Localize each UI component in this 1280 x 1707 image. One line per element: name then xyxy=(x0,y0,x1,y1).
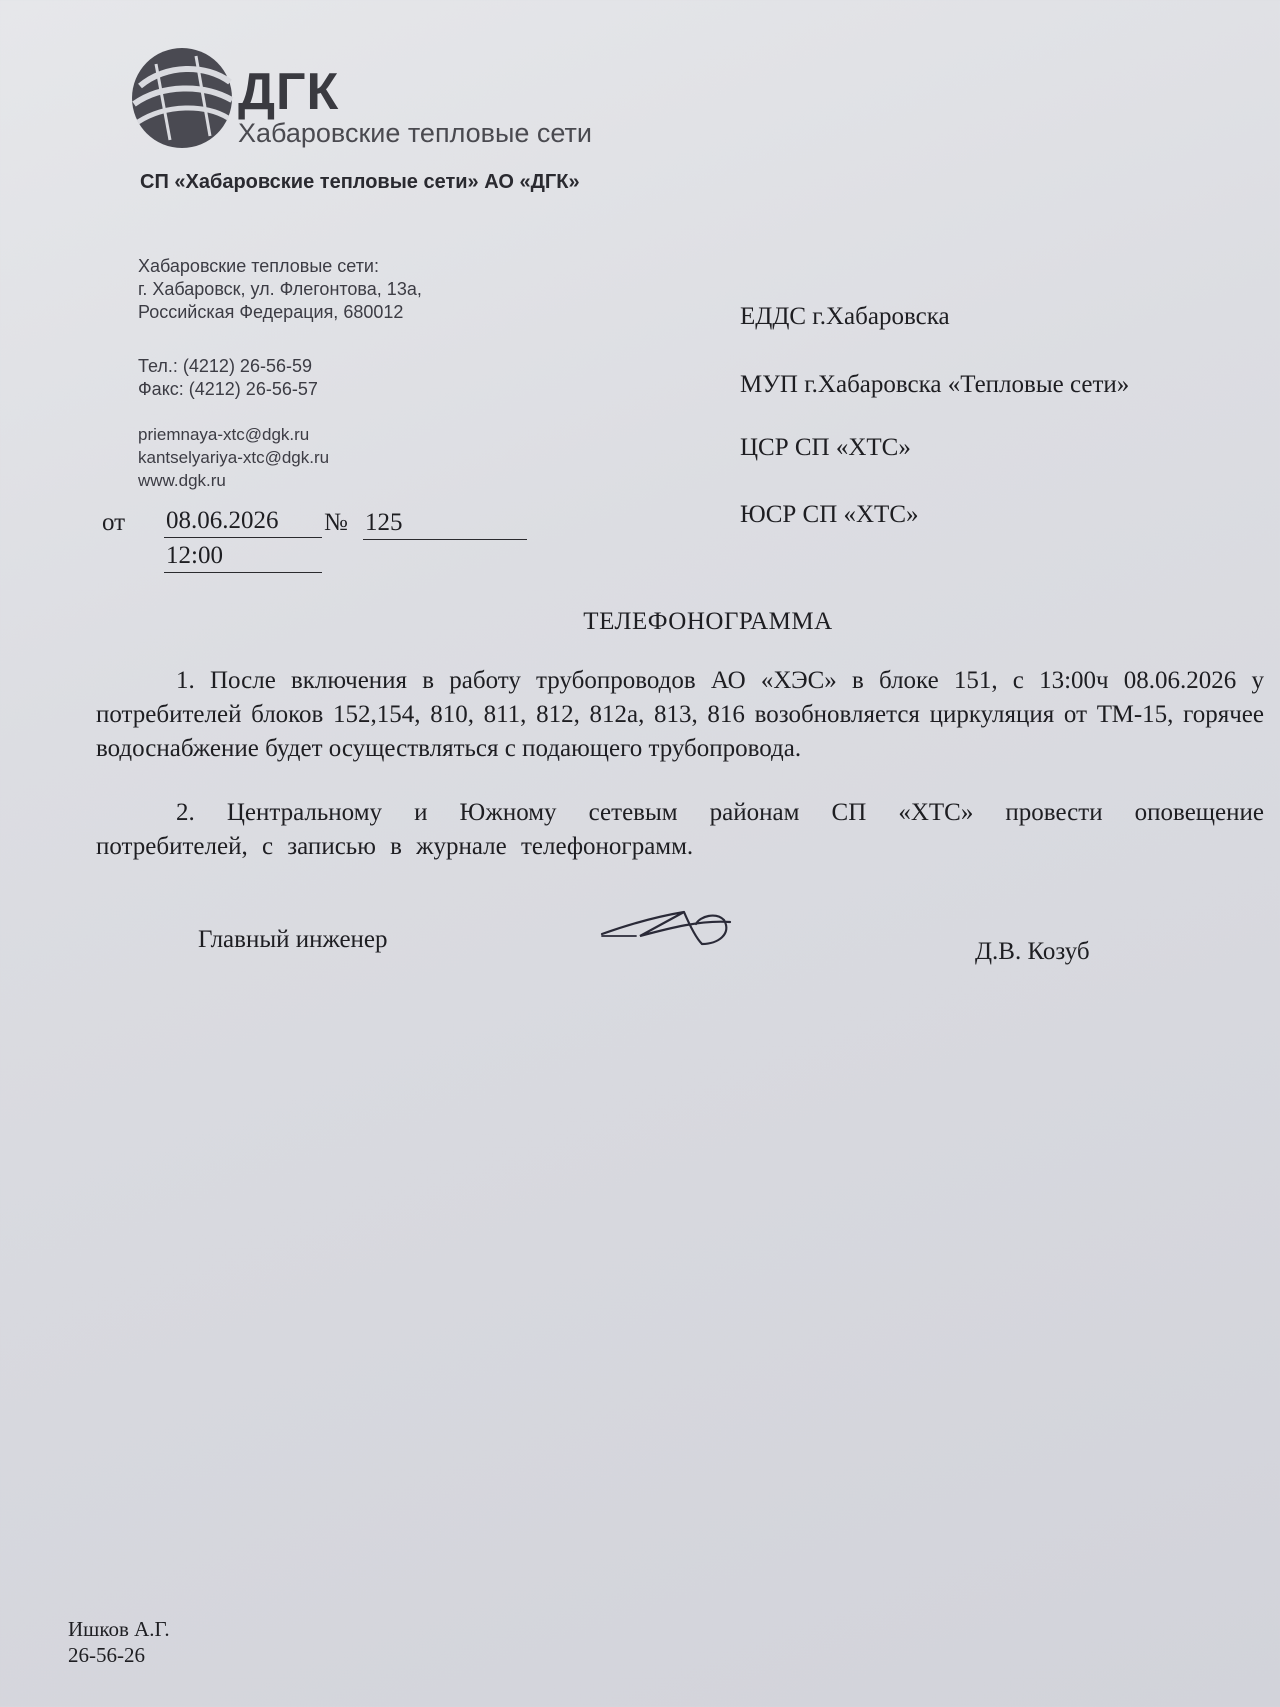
paragraph-1: 1. После включения в работу трубопроводов АО «ХЭС» в блоке 151, с 13:00ч 08.06.2026 у потребителей блоков 152,154, 810, 811, 812, 812а, 813, 816 возобновляется циркуляция от ТМ-15, горячее водоснабжение будет осуществляться с подающего трубопровода. xyxy=(96,667,1264,762)
organization-line: СП «Хабаровские тепловые сети» АО «ДГК» xyxy=(140,171,580,193)
executor-name: Ишков А.Г. xyxy=(68,1617,170,1641)
address-line: Хабаровские тепловые сети: xyxy=(138,256,379,276)
address-block xyxy=(138,255,422,324)
executor-phone: 26-56-26 xyxy=(68,1643,145,1667)
fax-line: Факс: (4212) 26-56-57 xyxy=(138,379,318,399)
registration-time xyxy=(164,543,322,573)
email-line: kantselyariya-xtc@dgk.ru xyxy=(138,448,330,467)
website-line: www.dgk.ru xyxy=(138,471,226,490)
recipient: ЕДДС г.Хабаровска xyxy=(740,303,950,330)
signer-role: Главный инженер xyxy=(198,926,388,953)
registration-number-value: 125 xyxy=(365,509,403,536)
registration-date-value: 08.06.2026 xyxy=(166,507,279,534)
address-line: г. Хабаровск, ул. Флегонтова, 13а, xyxy=(138,279,422,299)
from-label: от xyxy=(102,509,126,536)
dgk-logo-icon xyxy=(126,44,238,152)
signer-name: Д.В. Козуб xyxy=(975,938,1090,965)
handwritten-signature-icon xyxy=(600,902,735,952)
number-label: № xyxy=(324,509,348,536)
recipient: ЦСР СП «ХТС» xyxy=(740,434,911,461)
phone-line: Тел.: (4212) 26-56-59 xyxy=(138,356,312,376)
recipient: ЮСР СП «ХТС» xyxy=(740,501,919,528)
registration-date xyxy=(164,508,322,538)
document-title: ТЕЛЕФОНОГРАММА xyxy=(583,608,833,635)
email-block xyxy=(138,423,329,492)
paragraph-2: 2. Центральному и Южному сетевым районам СП «ХТС» провести оповещение потребителей, с записью в журнале телефонограмм. xyxy=(96,799,1264,860)
email-line: priemnaya-xtc@dgk.ru xyxy=(138,425,310,444)
logo-subtitle: Хабаровские тепловые сети xyxy=(238,118,592,148)
phone-block xyxy=(138,355,318,401)
recipient: МУП г.Хабаровска «Тепловые сети» xyxy=(740,371,1130,398)
registration-time-value: 12:00 xyxy=(166,542,223,569)
registration-number xyxy=(363,510,527,540)
logo-brand: ДГК xyxy=(238,63,340,121)
address-line: Российская Федерация, 680012 xyxy=(138,302,404,322)
